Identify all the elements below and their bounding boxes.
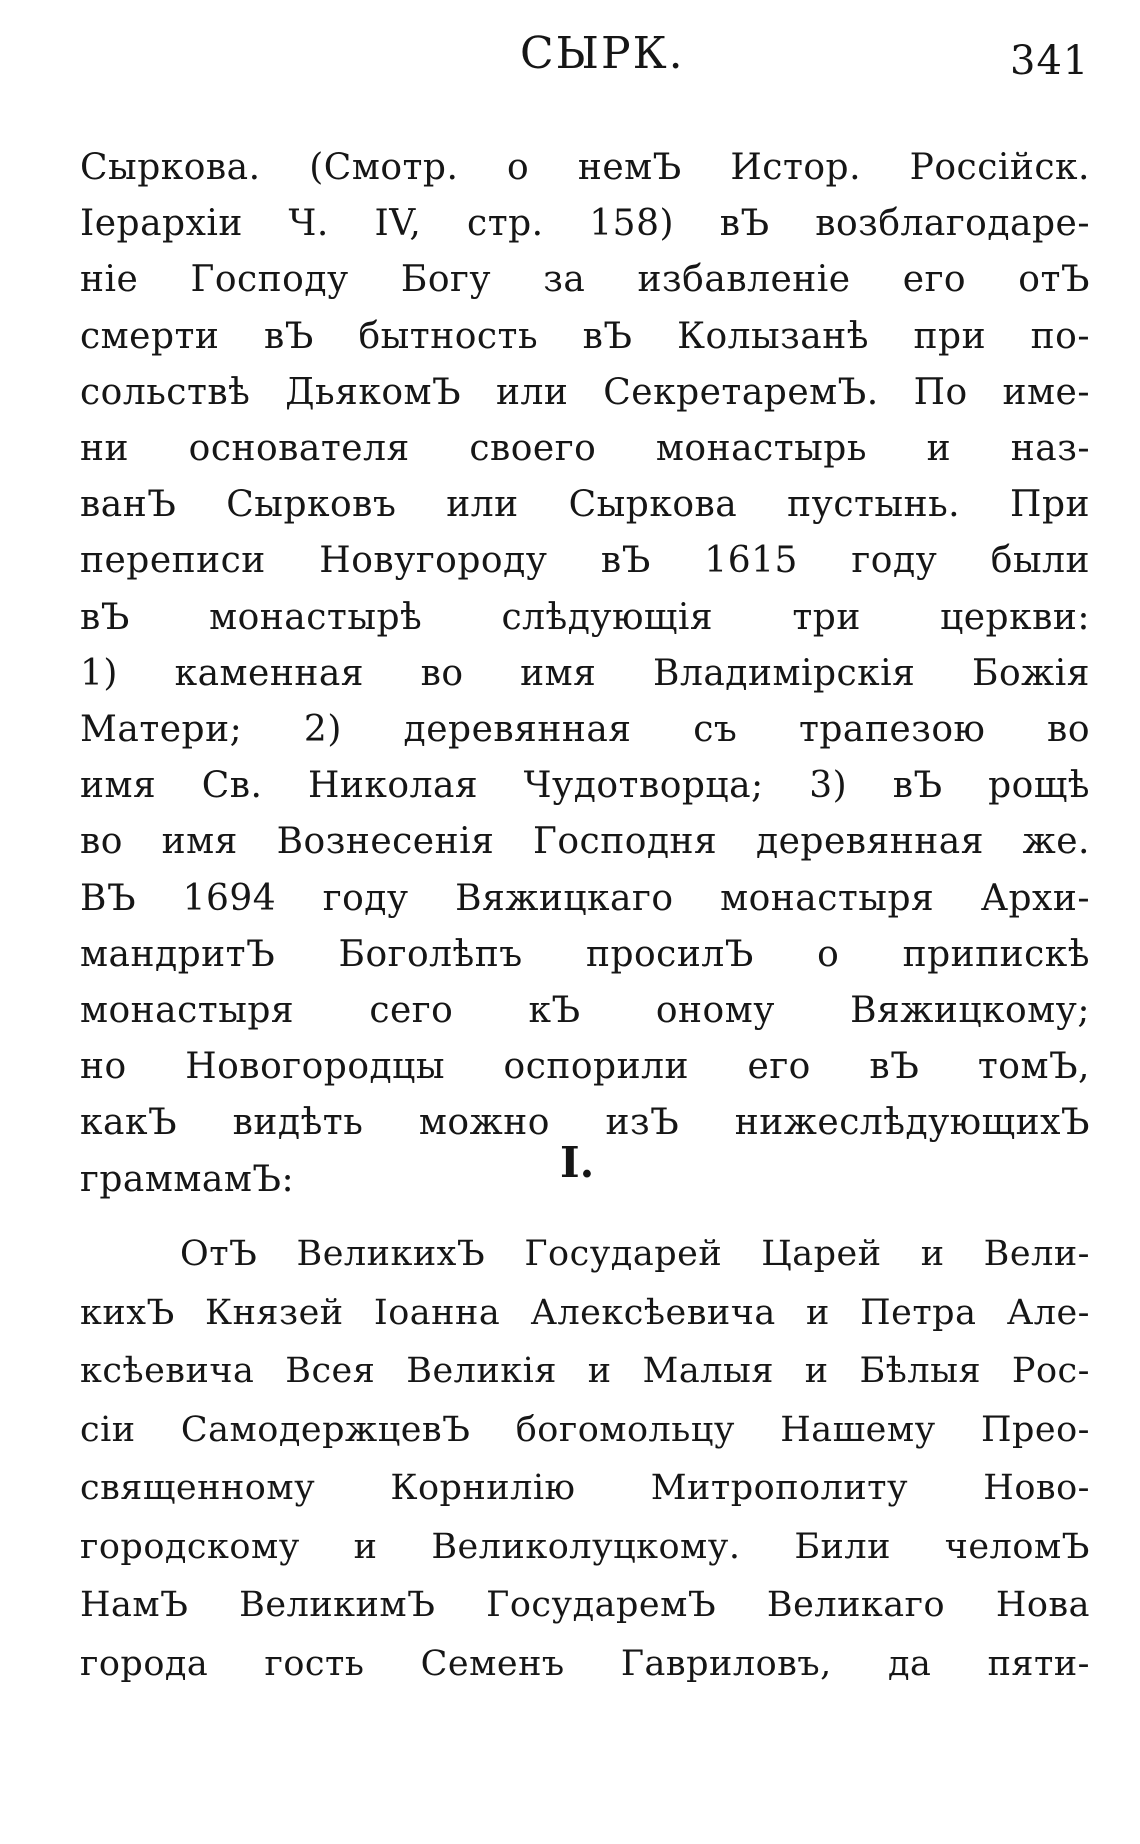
text-line: Матери; 2) деревянная съ трапезою во xyxy=(80,709,1090,751)
text-line: НамЪ ВеликимЪ ГосударемЪ Великаго Нова xyxy=(80,1585,1090,1625)
text-line: монастыря сего кЪ оному Вяжицкому; xyxy=(80,990,1090,1032)
text-line: ксѣевича Всея Великія и Малыя и Бѣлыя Рос- xyxy=(80,1351,1090,1391)
text-line: смерти вЪ бытность вЪ Колызанѣ при по- xyxy=(80,315,1090,357)
text-line: города гость Семенъ Гавриловъ, да пяти- xyxy=(80,1643,1090,1684)
text-line: 1) каменная во имя Владимірскія Божія xyxy=(80,652,1090,694)
text-line: городскому и Великолуцкому. Били челомЪ xyxy=(80,1526,1090,1567)
section-number: I. xyxy=(560,1138,595,1187)
text-line: ни основателя своего монастырь и наз- xyxy=(80,428,1090,470)
text-line: сіи СамодержцевЪ богомольцу Нашему Прео- xyxy=(80,1409,1090,1450)
text-line: священному Корнилію Митрополиту Ново- xyxy=(80,1468,1090,1508)
text-line: какЪ видѣть можно изЪ нижеслѣдующихЪ xyxy=(80,1102,1090,1144)
text-line: но Новогородцы оспорили его вЪ томЪ, xyxy=(80,1046,1090,1088)
body-paragraph xyxy=(80,140,1090,1208)
text-line: во имя Вознесенія Господня деревянная же. xyxy=(80,821,1090,863)
text-line: кихЪ Князей Іоанна Алексѣевича и Петра Але- xyxy=(80,1292,1090,1333)
text-line: ВЪ 1694 году Вяжицкаго монастыря Архи- xyxy=(80,877,1090,919)
text-line: вЪ монастырѣ слѣдующія три церкви: xyxy=(80,596,1090,638)
running-head: СЫРК. xyxy=(520,28,685,79)
text-line: Сыркова. (Смотр. о немЪ Истор. Россійск. xyxy=(80,147,1090,188)
page-number: 341 xyxy=(1010,38,1090,84)
text-line: имя Св. Николая Чудотворца; 3) вЪ рощѣ xyxy=(80,765,1090,807)
text-line: ванЪ Сырковъ или Сыркова пустынь. При xyxy=(80,484,1090,526)
text-line: Іерархіи Ч. IV, стр. 158) вЪ возблагодаре- xyxy=(80,203,1090,245)
text-line: переписи Новугороду вЪ 1615 году были xyxy=(80,540,1090,582)
charter-paragraph xyxy=(80,1225,1090,1693)
text-line: сольствѣ ДьякомЪ или СекретаремЪ. По име- xyxy=(80,371,1090,413)
text-line: ніе Господу Богу за избавленіе его отЪ xyxy=(80,259,1090,301)
text-line: граммамЪ: xyxy=(80,1158,295,1200)
text-line: мандритЪ Боголѣпъ просилЪ о припискѣ xyxy=(80,933,1090,975)
text-line: ОтЪ ВеликихЪ Государей Царей и Вели- xyxy=(180,1234,1090,1274)
